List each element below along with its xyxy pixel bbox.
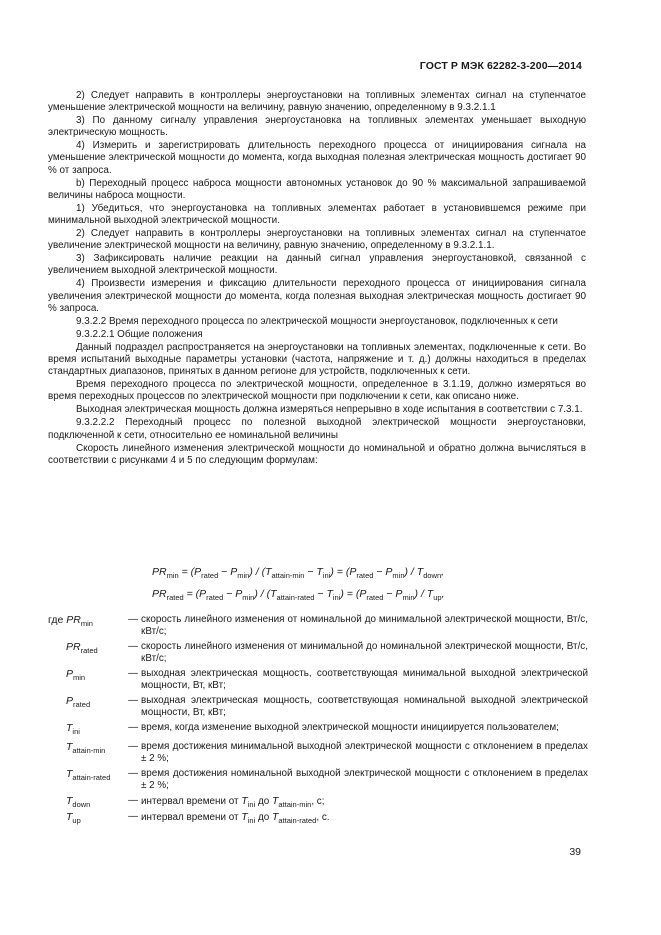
definition-item: $T_{attain-rated}$ — время достижения номинальной выходной электрической мощности с отклонением в пределах ± 2 %; [66,768,588,792]
section-heading: 9.3.2.2 Время переходного процесса по электрической мощности энергоустановок, подключенных к сети [76,315,558,327]
definition-item: где $PR_{min}$ — скорость линейного изменения от номинальной до минимальной электрической мощности, Вт/с, кВт/с; [48,614,588,637]
page-number: 39 [569,846,581,858]
definition-item: $P_{rated}$ — выходная электрическая мощность, соответствующая номинальной выходной электрической мощности, Вт, кВт; [66,695,588,718]
paragraph: b) Переходный процесс наброса мощности автономных установок до 90 % максимальной запрашиваемой величины наброса мощности. [48,177,586,201]
paragraph: 4) Измерить и зарегистрировать длительность переходного процесса от инициирования сигнала на уменьшение электрической мощности до момента, когда выходная полезная электрическая мощность достигает 90 % от запроса. [48,140,586,176]
paragraph: Время переходного процесса по электрической мощности, определенное в 3.1.19, должно измеряться во время переходных процессов по электрической мощности при подключении к сети, как описано ниже. [48,379,586,403]
definitions-list [48,614,588,830]
definition-item: $P_{min}$ — выходная электрическая мощность, соответствующая минимальной выходной электрической мощности, Вт, кВт; [66,668,588,691]
formula-pr-min: $PR_{min} = (P_{rated} - P_{min}) / (T_{attain-min} - T_{ini}) = (P_{rated} - P_{min}) / T_{down}$, [152,566,445,581]
formula-pr-rated: $PR_{rated} = (P_{rated} - P_{min}) / (T_{attain-rated} - T_{ini}) = (P_{rated} - P_{min}) / T_{up}$, [152,588,445,603]
definition-item: $T_{ini}$ — время, когда изменение выходной электрической мощности инициируется пользователем; [66,722,559,737]
paragraph: 3) По данному сигналу управления энергоустановка на топливных элементах уменьшает выходную электрическую мощность. [48,115,586,139]
definition-item: $T_{up}$ — интервал времени от $T_{ini}$ до $T_{attain-rated}$, с. [66,811,330,826]
body-text [48,90,586,468]
paragraph: 3) Зафиксировать наличие реакции на данный сигнал управления энергоустановкой, связанной с увеличением выходной электрической мощности. [48,253,586,277]
paragraph: Скорость линейного изменения электрической мощности до номинальной и обратно должна вычисляться в соответствии с рисунками 4 и 5 по следующим формулам: [48,442,586,466]
paragraph: 1) Убедиться, что энергоустановка на топливных элементах работает в установившемся режиме при минимальной выходной электрической мощности. [48,202,586,226]
definition-item: $T_{attain-min}$ — время достижения минимальной выходной электрической мощности с отклонением в пределах ± 2 %; [66,741,588,765]
paragraph: 4) Произвести измерения и фиксацию длительности переходного процесса от инициирования сигнала увеличения электрической мощности до момента, когда полезная выходная электрическая мощность достигает 90 % запроса. [48,278,586,314]
definition-item: $T_{down}$ — интервал времени от $T_{ini}$ до $T_{attain-min}$, с; [66,795,325,810]
subsection-heading: 9.3.2.2.1 Общие положения [76,328,203,340]
paragraph: Данный подраздел распространяется на энергоустановки на топливных элементах, подключенные к сети. Во время испытаний выходные параметры установки (частота, напряжение и т. д.) должны находиться в пределах стандартных диапазонов, принятых в данном регионе для устройств, подключенных к сети. [48,341,586,378]
paragraph: 2) Следует направить в контроллеры энергоустановки на топливных элементах сигнал на ступенчатое уменьшение электрической мощности на величину, равную значению, определенному в 9.3.2.1.1 [48,90,586,114]
paragraph: 2) Следует направить в контроллеры энергоустановки на топливных элементах сигнал на ступенчатое увеличение электрической мощности на величину, равную значению, определенному в 9.3.2.1.1. [48,228,586,252]
subsection-heading: 9.3.2.2.2 Переходный процесс по полезной выходной электрической мощности энергоустановки, подключенной к сети, относительно ее номинальной величины [48,417,586,441]
paragraph: Выходная электрическая мощность должна измеряться непрерывно в ходе испытания в соответствии с 7.3.1. [76,404,583,416]
document-header: ГОСТ Р МЭК 62282-3-200—2014 [419,60,582,72]
definition-item: $PR_{rated}$ — скорость линейного изменения от минимальной до номинальной электрической мощности, Вт/с, кВт/с; [66,641,588,664]
